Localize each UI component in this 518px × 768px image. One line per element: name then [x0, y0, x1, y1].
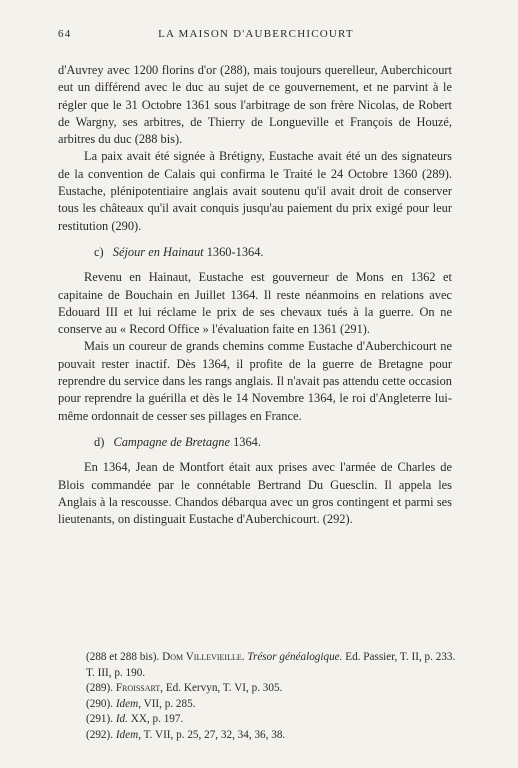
- footnote-work: Idem,: [115, 728, 141, 741]
- running-title: LA MAISON D'AUBERCHICOURT: [158, 28, 354, 40]
- footnote-details: Ed. Kervyn, T. VI, p. 305.: [165, 682, 283, 694]
- footnote-marker: (292).: [86, 728, 114, 741]
- section-letter: d): [94, 434, 105, 449]
- footnote-details: XX, p. 197.: [130, 713, 184, 725]
- footnote-details: VII, p. 285.: [143, 697, 196, 710]
- footnote: [86, 681, 456, 697]
- footnote: [86, 728, 456, 744]
- footnote-marker: (289).: [86, 682, 114, 694]
- footnote-author: Froissart,: [115, 682, 164, 694]
- paragraph: La paix avait été signée à Brétigny, Eustache avait été un des signateurs de la convention de Calais qui confirma le Traité le 24 Octobre 1360 (289). Eustache, plénipotentiaire anglais avait soutenu qu'il avait droit de conserver tous les châteaux qu'il avait conquis jusqu'au paiement du prix exigé pour leur restitution (290).: [58, 149, 452, 233]
- footnote-work: Idem,: [115, 697, 141, 710]
- footnote-work: Trésor généalogique.: [247, 651, 343, 663]
- section-title: Séjour en Hainaut: [112, 244, 204, 259]
- paragraph: Mais un coureur de grands chemins comme Eustache d'Auberchicourt ne pouvait rester inactif. Dès 1364, il profite de la guerre de Bretagne pour reprendre du service dans les rangs anglais. Il n'avait pas attendu cette occasion pour reprendre la guérilla et dès le 14 Novembre 1364, le roi d'Angleterre lui-même ordonnait de cesser ses pillages en France.: [58, 339, 452, 423]
- footnote-details: T. VII, p. 25, 27, 32, 34, 36, 38.: [143, 728, 286, 741]
- footnote-marker: (288 et 288 bis).: [86, 651, 160, 663]
- paragraph: d'Auvrey avec 1200 florins d'or (288), mais toujours querelleur, Auberchicourt eut un différend avec le duc au sujet de ce gouvernement, et ne parvint à le régler que le 31 Octobre 1361 sous l'arbitrage de son frère Nicolas, de Robert de Wargny, ses arbitres, de Thierry de Longueville et François de Houzé, arbitres du duc (288 bis).: [58, 63, 452, 147]
- section-letter: c): [94, 244, 104, 259]
- paragraph: En 1364, Jean de Montfort était aux prises avec l'armée de Charles de Blois commandée par le connétable Bertrand Du Guesclin. Il appela les Anglais à la rescousse. Chandos débarqua avec un gros contingent et parmi ses lieutenants, on distinguait Eustache d'Auberchicourt. (292).: [58, 460, 452, 527]
- main-text: [58, 62, 452, 528]
- section-years: 1364.: [233, 434, 261, 449]
- footnote-marker: (291).: [86, 713, 114, 725]
- section-heading-d: [58, 434, 452, 451]
- paragraph: Revenu en Hainaut, Eustache est gouverneur de Mons en 1362 et capitaine de Bouchain en Juillet 1364. Il reste néanmoins en relations avec Edouard III et lui réclame le prix de ses chevaux tués à la guerre. On ne conserve au « Record Office » l'évaluation faite en 1361 (291).: [58, 270, 452, 337]
- section-title: Campagne de Bretagne: [113, 434, 230, 449]
- footnote: [86, 712, 456, 728]
- footnote-author: Dom Villevieille.: [162, 651, 245, 663]
- section-heading-c: [58, 244, 452, 261]
- section-years: 1360-1364.: [206, 244, 264, 259]
- running-header: [58, 28, 454, 46]
- footnote: [86, 650, 456, 681]
- footnotes: [86, 650, 456, 743]
- footnote-work: Id.: [115, 713, 128, 725]
- footnote-marker: (290).: [86, 697, 114, 710]
- footnote-details: Ed. Passier, T. II, p. 233. T. III, p. 190.: [86, 651, 456, 679]
- page-number: 64: [58, 28, 72, 40]
- footnote: [86, 697, 456, 713]
